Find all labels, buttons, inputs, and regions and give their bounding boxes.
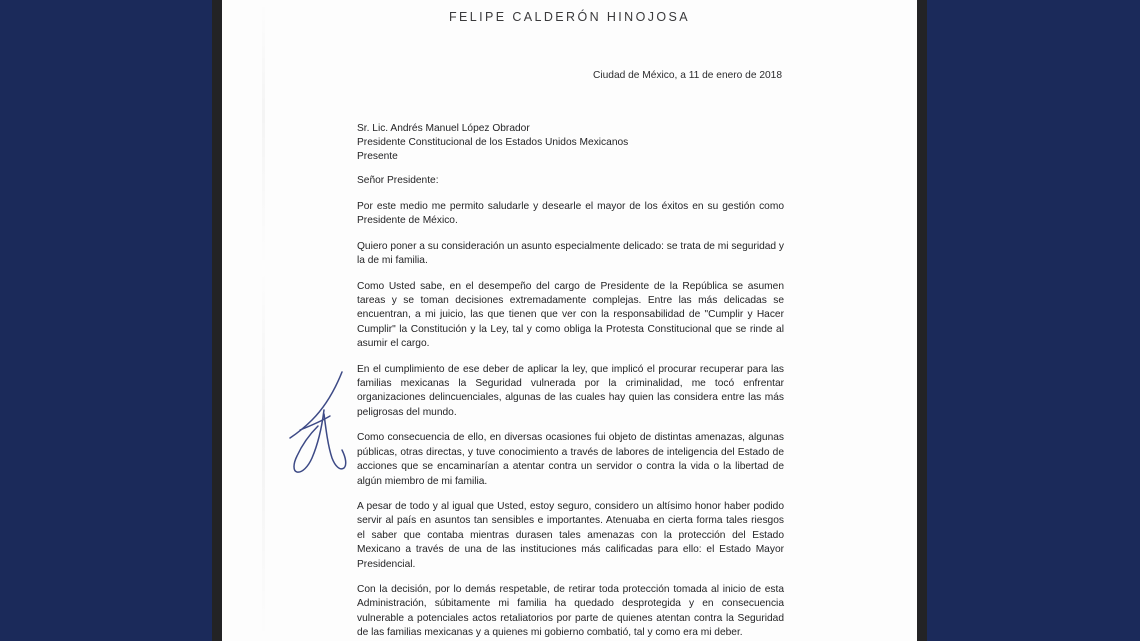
letter-body <box>357 200 784 641</box>
salutation: Señor Presidente: <box>357 175 439 186</box>
handwritten-signature-mark <box>280 368 364 480</box>
page-edge-strip-right <box>917 0 927 641</box>
body-paragraph: En el cumplimiento de ese deber de aplicar la ley, que implicó el procurar recuperar para las familias mexicanas la Seguridad vulnerada por la criminalidad, me tocó enfrentar organizaciones delincuenciales, algunas de las cuales hay quien las considera entre las más peligrosas del mundo. <box>357 363 784 418</box>
body-paragraph: Como consecuencia de ello, en diversas ocasiones fui objeto de distintas amenazas, algunas públicas, otras directas, y tuve conocimiento a través de labores de inteligencia del Estado de acciones que se encaminarían a atentar contra un servidor o contra la vida o la libertad de algún miembro de mi familia. <box>357 432 784 487</box>
body-paragraph: Como Usted sabe, en el desempeño del cargo de Presidente de la República se asumen tareas y se toman decisiones extremadamente complejas. Entre las más delicadas se encuentran, a mi juicio, las que tienen que ver con la responsabilidad de "Cumplir y Hacer Cumplir" la Constitución y la Ley, tal y como obliga la Protesta Constitucional que se rinde al asumir el cargo. <box>357 280 784 350</box>
letterhead-name: FELIPE CALDERÓN HINOJOSA <box>449 10 690 24</box>
body-paragraph: Con la decisión, por lo demás respetable, de retirar toda protección tomada al inicio de esta Administración, súbitamente mi familia ha quedado desprotegida y en consecuencia vulnerable a potenciales actos retaliatorios por parte de quienes atentan contra la Seguridad de las familias mexicanas y a quienes mi gobierno combatió, tal y como era mi deber. <box>357 583 784 639</box>
date-line: Ciudad de México, a 11 de enero de 2018 <box>593 70 782 81</box>
body-paragraph: Quiero poner a su consideración un asunto especialmente delicado: se trata de mi seguridad y la de mi familia. <box>357 240 784 267</box>
addressee-title: Presidente Constitucional de los Estados Unidos Mexicanos <box>357 137 629 149</box>
addressee-presente: Presente <box>357 151 398 163</box>
signature-ink-icon <box>280 368 364 480</box>
addressee-block <box>357 122 787 165</box>
page-edge-strip-left <box>212 0 222 641</box>
letter-sheet <box>222 0 917 641</box>
document-page <box>222 0 917 641</box>
body-paragraph: Por este medio me permito saludarle y desearle el mayor de los éxitos en su gestión como Presidente de México. <box>357 201 784 227</box>
addressee-name: Sr. Lic. Andrés Manuel López Obrador <box>357 123 530 134</box>
body-paragraph: A pesar de todo y al igual que Usted, estoy seguro, considero un altísimo honor haber podido servir al país en asuntos tan sensibles e importantes. Atenuaba en cierta forma tales riesgos el saber que contaba mientras durasen tales amenazas con la protección del Estado Mexicano a través de una de las instituciones más calificadas para ello: el Estado Mayor Presidencial. <box>357 500 784 570</box>
